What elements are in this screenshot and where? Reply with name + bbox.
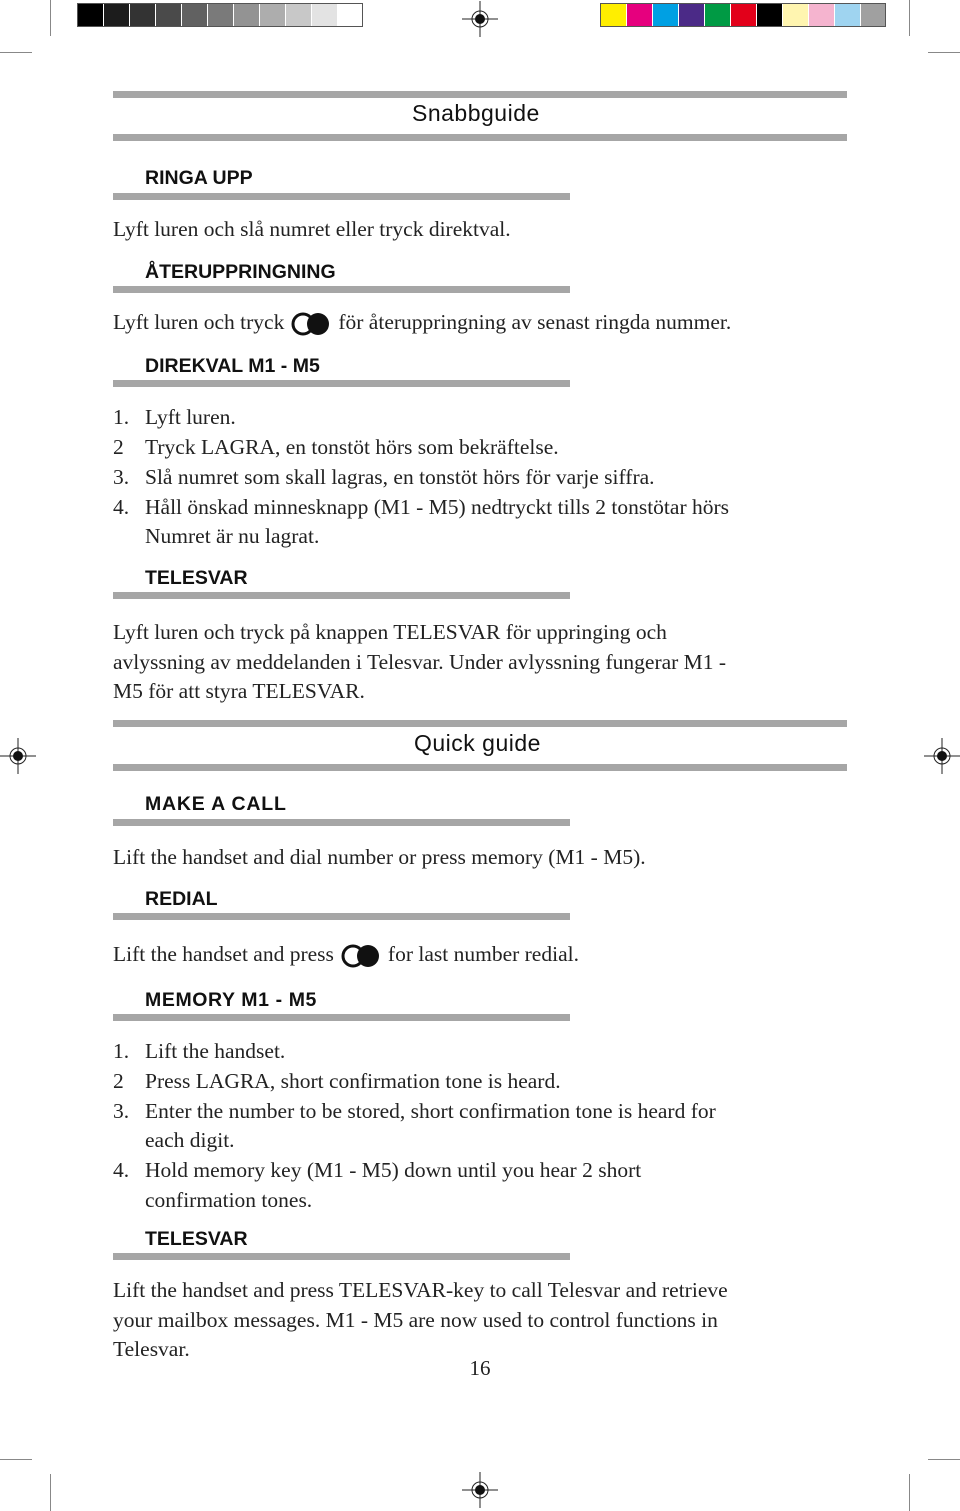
crop-mark [928,52,960,53]
redial-text-after: for last number redial. [387,942,579,966]
page-title-swedish: Snabbguide [412,100,540,126]
gray-swatch [338,4,362,26]
step-number: 4. [113,1158,130,1182]
step-text: confirmation tones. [145,1188,313,1212]
step-text: Press LAGRA, short confirmation tone is heard. [145,1069,561,1093]
crop-mark [909,1474,910,1511]
telesvar-line: Lyft luren och tryck på knappen TELESVAR för uppringing och [113,620,667,644]
color-swatch [705,4,731,26]
section-rule [113,134,847,141]
section-rule [113,764,847,771]
heading-make-a-call: MAKE A CALL [145,793,287,815]
color-swatch [601,4,627,26]
heading-telesvar: TELESVAR [145,567,248,589]
redial-text [113,307,731,338]
heading-rule [113,193,570,200]
section-rule [113,91,847,98]
telesvar-line: M5 för att styra TELESVAR. [113,679,365,703]
step-number: 3. [113,465,130,489]
step-number: 2 [113,435,124,459]
heading-direkval: DIREKVAL M1 - M5 [145,355,320,377]
color-swatch [679,4,705,26]
heading-ringa-upp: RINGA UPP [145,167,253,189]
redial-key-icon [290,310,332,338]
step-text: Numret är nu lagrat. [145,524,320,548]
crop-mark [909,0,910,36]
call-text: Lift the handset and dial number or press memory (M1 - M5). [113,845,646,869]
registration-mark-icon [924,738,960,774]
registration-mark-icon [0,738,36,774]
heading-telesvar: TELESVAR [145,1228,248,1250]
step-text: Tryck LAGRA, en tonstöt hörs som bekräftelse. [145,435,559,459]
gray-swatch [286,4,312,26]
crop-mark [50,1474,51,1511]
step-text: Slå numret som skall lagras, en tonstöt hörs för varje siffra. [145,465,655,489]
redial-text [113,939,579,970]
crop-mark [0,1459,32,1460]
section-rule [113,720,847,727]
registration-mark-icon [462,1472,498,1508]
grayscale-calibration-bar [77,3,363,27]
step-text: Lift the handset. [145,1039,286,1063]
heading-ateruppringning: ÅTERUPPRINGNING [145,261,336,283]
telesvar-line: Lift the handset and press TELESVAR-key to call Telesvar and retrieve [113,1278,728,1302]
heading-rule [113,819,570,826]
color-swatch [627,4,653,26]
step-number: 3. [113,1099,130,1123]
page-title-english: Quick guide [414,730,541,756]
step-text: Enter the number to be stored, short confirmation tone is heard for [145,1099,716,1123]
gray-swatch [208,4,234,26]
gray-swatch [260,4,286,26]
gray-swatch [312,4,338,26]
crop-mark [0,52,32,53]
heading-rule [113,1253,570,1260]
color-swatch [861,4,885,26]
heading-redial: REDIAL [145,888,218,910]
color-swatch [653,4,679,26]
color-swatch [809,4,835,26]
page-number: 16 [469,1356,491,1380]
step-text: Håll önskad minnesknapp (M1 - M5) nedtryckt tills 2 tonstötar hörs [145,495,730,519]
heading-memory: MEMORY M1 - M5 [145,989,317,1011]
color-swatch [731,4,757,26]
registration-mark-icon [462,1,498,37]
step-number: 2 [113,1069,124,1093]
heading-rule [113,592,570,599]
gray-swatch [130,4,156,26]
telesvar-line: your mailbox messages. M1 - M5 are now used to control functions in [113,1308,718,1332]
gray-swatch [156,4,182,26]
redial-text-after: för återuppringning av senast ringda nummer. [338,310,732,334]
step-number: 1. [113,1039,130,1063]
heading-rule [113,913,570,920]
heading-rule [113,380,570,387]
gray-swatch [234,4,260,26]
redial-text-before: Lift the handset and press [113,942,334,966]
color-swatch [783,4,809,26]
gray-swatch [104,4,130,26]
crop-mark [50,0,51,36]
crop-mark [928,1459,960,1460]
color-swatch [757,4,783,26]
gray-swatch [78,4,104,26]
heading-rule [113,1014,570,1021]
telesvar-line: avlyssning av meddelanden i Telesvar. Under avlyssning fungerar M1 - [113,650,727,674]
step-text: Lyft luren. [145,405,236,429]
color-swatch [835,4,861,26]
step-number: 4. [113,495,130,519]
step-text: each digit. [145,1128,235,1152]
redial-key-icon [340,942,382,970]
step-number: 1. [113,405,130,429]
color-calibration-bar [600,3,886,27]
step-text: Hold memory key (M1 - M5) down until you hear 2 short [145,1158,642,1182]
telesvar-line: Telesvar. [113,1337,190,1361]
call-text: Lyft luren och slå numret eller tryck direktval. [113,217,511,241]
heading-rule [113,286,570,293]
gray-swatch [182,4,208,26]
redial-text-before: Lyft luren och tryck [113,310,285,334]
